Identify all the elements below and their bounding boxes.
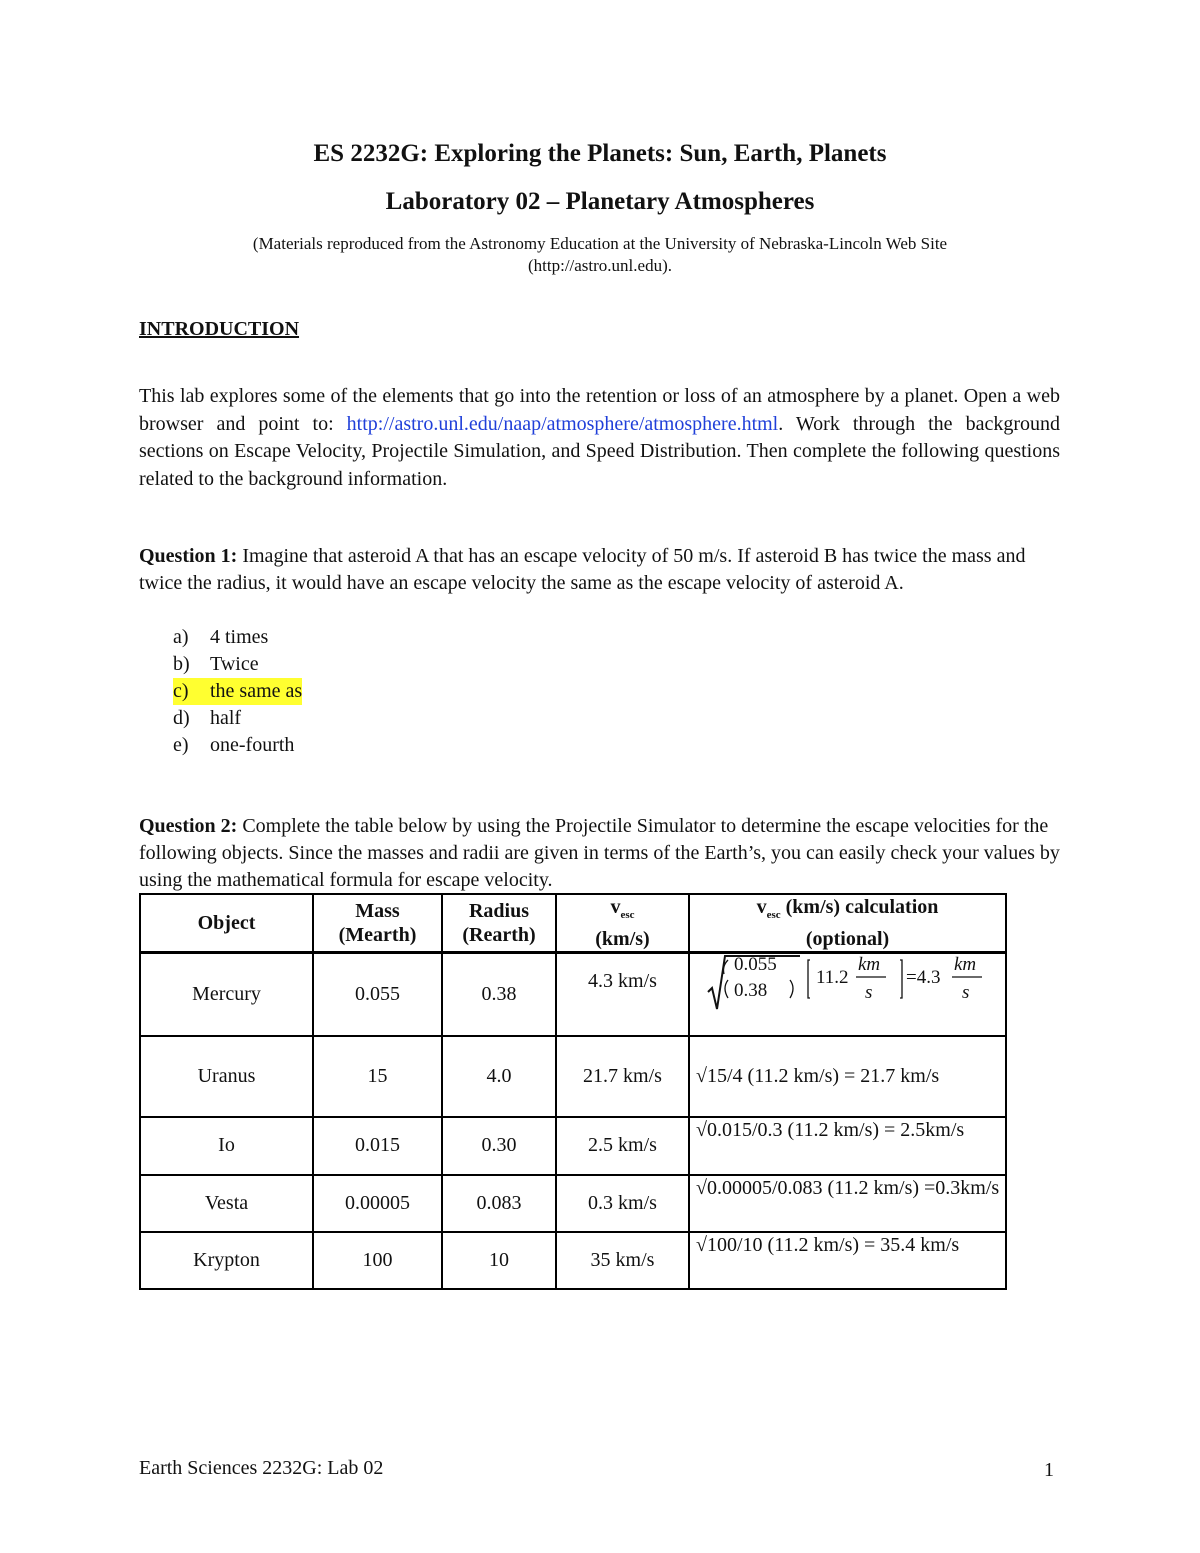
cell-calculation: √0.00005/0.083 (11.2 km/s) =0.3km/s — [689, 1175, 1006, 1232]
cell-mass: 0.055 — [313, 953, 442, 1036]
cell-vesc: 4.3 km/s — [556, 953, 689, 1036]
formula-factor: 11.2 — [816, 967, 849, 988]
header-calculation: $v_{esc}$ (km/s) calculation (optional) — [689, 894, 1006, 953]
cell-mass: 15 — [313, 1036, 442, 1117]
cell-mass: 0.015 — [313, 1117, 442, 1175]
credit-url: (http://astro.unl.edu). — [527, 256, 672, 275]
cell-object: Vesta — [140, 1175, 313, 1232]
cell-calculation: √0.015/0.3 (11.2 km/s) = 2.5km/s — [689, 1117, 1006, 1175]
cell-object: Io — [140, 1117, 313, 1175]
header-radius: Radius (Rearth) — [442, 894, 556, 953]
table-row — [140, 953, 1006, 1036]
cell-object: Uranus — [140, 1036, 313, 1117]
question-1 — [139, 543, 1060, 597]
option-d: d) half — [173, 707, 242, 729]
table-row — [140, 1232, 1006, 1289]
cell-radius: 0.083 — [442, 1175, 556, 1232]
formula-numerator: 0.055 — [734, 954, 777, 975]
cell-vesc: 35 km/s — [556, 1232, 689, 1289]
cell-object: Krypton — [140, 1232, 313, 1289]
atmosphere-link[interactable]: http://astro.unl.edu/naap/atmosphere/atmosphere.html — [346, 412, 779, 435]
cell-mass: 100 — [313, 1232, 442, 1289]
formula-unit-s: s — [865, 982, 873, 1003]
cell-vesc: 21.7 km/s — [556, 1036, 689, 1117]
table-row — [140, 1175, 1006, 1232]
cell-calculation-formula — [689, 953, 1006, 1036]
cell-radius: 0.30 — [442, 1117, 556, 1175]
cell-radius: 10 — [442, 1232, 556, 1289]
cell-radius: 0.38 — [442, 953, 556, 1036]
intro-text-continued: . Work through the background sections on Escape Velocity, Projectile Simulation, and Speed Distribution. Then complete the following questions related to the background information. — [139, 412, 1061, 490]
cell-radius: 4.0 — [442, 1036, 556, 1117]
document-subtitle: Laboratory 02 – Planetary Atmospheres — [385, 188, 815, 215]
cell-object: Mercury — [140, 953, 313, 1036]
header-object: Object — [140, 894, 313, 953]
cell-vesc: 0.3 km/s — [556, 1175, 689, 1232]
cell-mass: 0.00005 — [313, 1175, 442, 1232]
question-1-options — [173, 624, 302, 759]
cell-calculation: √15/4 (11.2 km/s) = 21.7 km/s — [689, 1036, 1006, 1117]
escape-velocity-table — [139, 893, 1007, 1290]
header-mass: Mass (Mearth) — [313, 894, 442, 953]
page-number: 1 — [1044, 1459, 1054, 1481]
table-row — [140, 1117, 1006, 1175]
formula-result: =4.3 — [906, 967, 941, 988]
cell-calculation: √100/10 (11.2 km/s) = 35.4 km/s — [689, 1232, 1006, 1289]
section-heading-introduction: INTRODUCTION — [139, 318, 300, 340]
question-2 — [139, 813, 1060, 894]
result-unit-km: km — [954, 954, 977, 975]
header-vesc: $v_{esc}$ (km/s) — [556, 894, 689, 953]
result-unit-s: s — [962, 982, 970, 1003]
table-header-row — [140, 894, 1006, 953]
option-a: a) 4 times — [173, 626, 269, 648]
formula-denominator: 0.38 — [734, 980, 768, 1001]
question-2-label: Question 2: — [139, 815, 238, 837]
question-1-text: Imagine that asteroid A that has an escape velocity of 50 m/s. If asteroid B has twice the mass and twice the radius, it would have an escape velocity the same as the escape velocity of asteroid A. — [139, 545, 1026, 594]
option-b: b) Twice — [173, 653, 259, 675]
cell-vesc: 2.5 km/s — [556, 1117, 689, 1175]
question-2-text: Complete the table below by using the Projectile Simulator to determine the escape velocities for the following objects. Since the masses and radii are given in terms of the Earth’s, you can easily check your values by using the mathematical formula for escape velocity. — [139, 815, 1060, 891]
document-title: ES 2232G: Exploring the Planets: Sun, Earth, Planets — [313, 140, 887, 167]
formula-unit-km: km — [858, 954, 881, 975]
table-row — [140, 1036, 1006, 1117]
intro-text: This lab explores some of the elements that go into the retention or loss of an atmosphere by a planet. Open a web browser and point to: — [139, 385, 1060, 435]
mercury-formula — [690, 954, 1003, 1024]
question-1-label: Question 1: — [139, 545, 238, 567]
page-footer: Earth Sciences 2232G: Lab 02 — [139, 1457, 384, 1479]
option-c-selected: c) the same as — [173, 678, 302, 705]
option-e: e) one-fourth — [173, 734, 295, 756]
credit-line: (Materials reproduced from the Astronomy Education at the University of Nebraska-Lincoln Web Site — [252, 234, 948, 253]
intro-paragraph — [139, 383, 1060, 493]
